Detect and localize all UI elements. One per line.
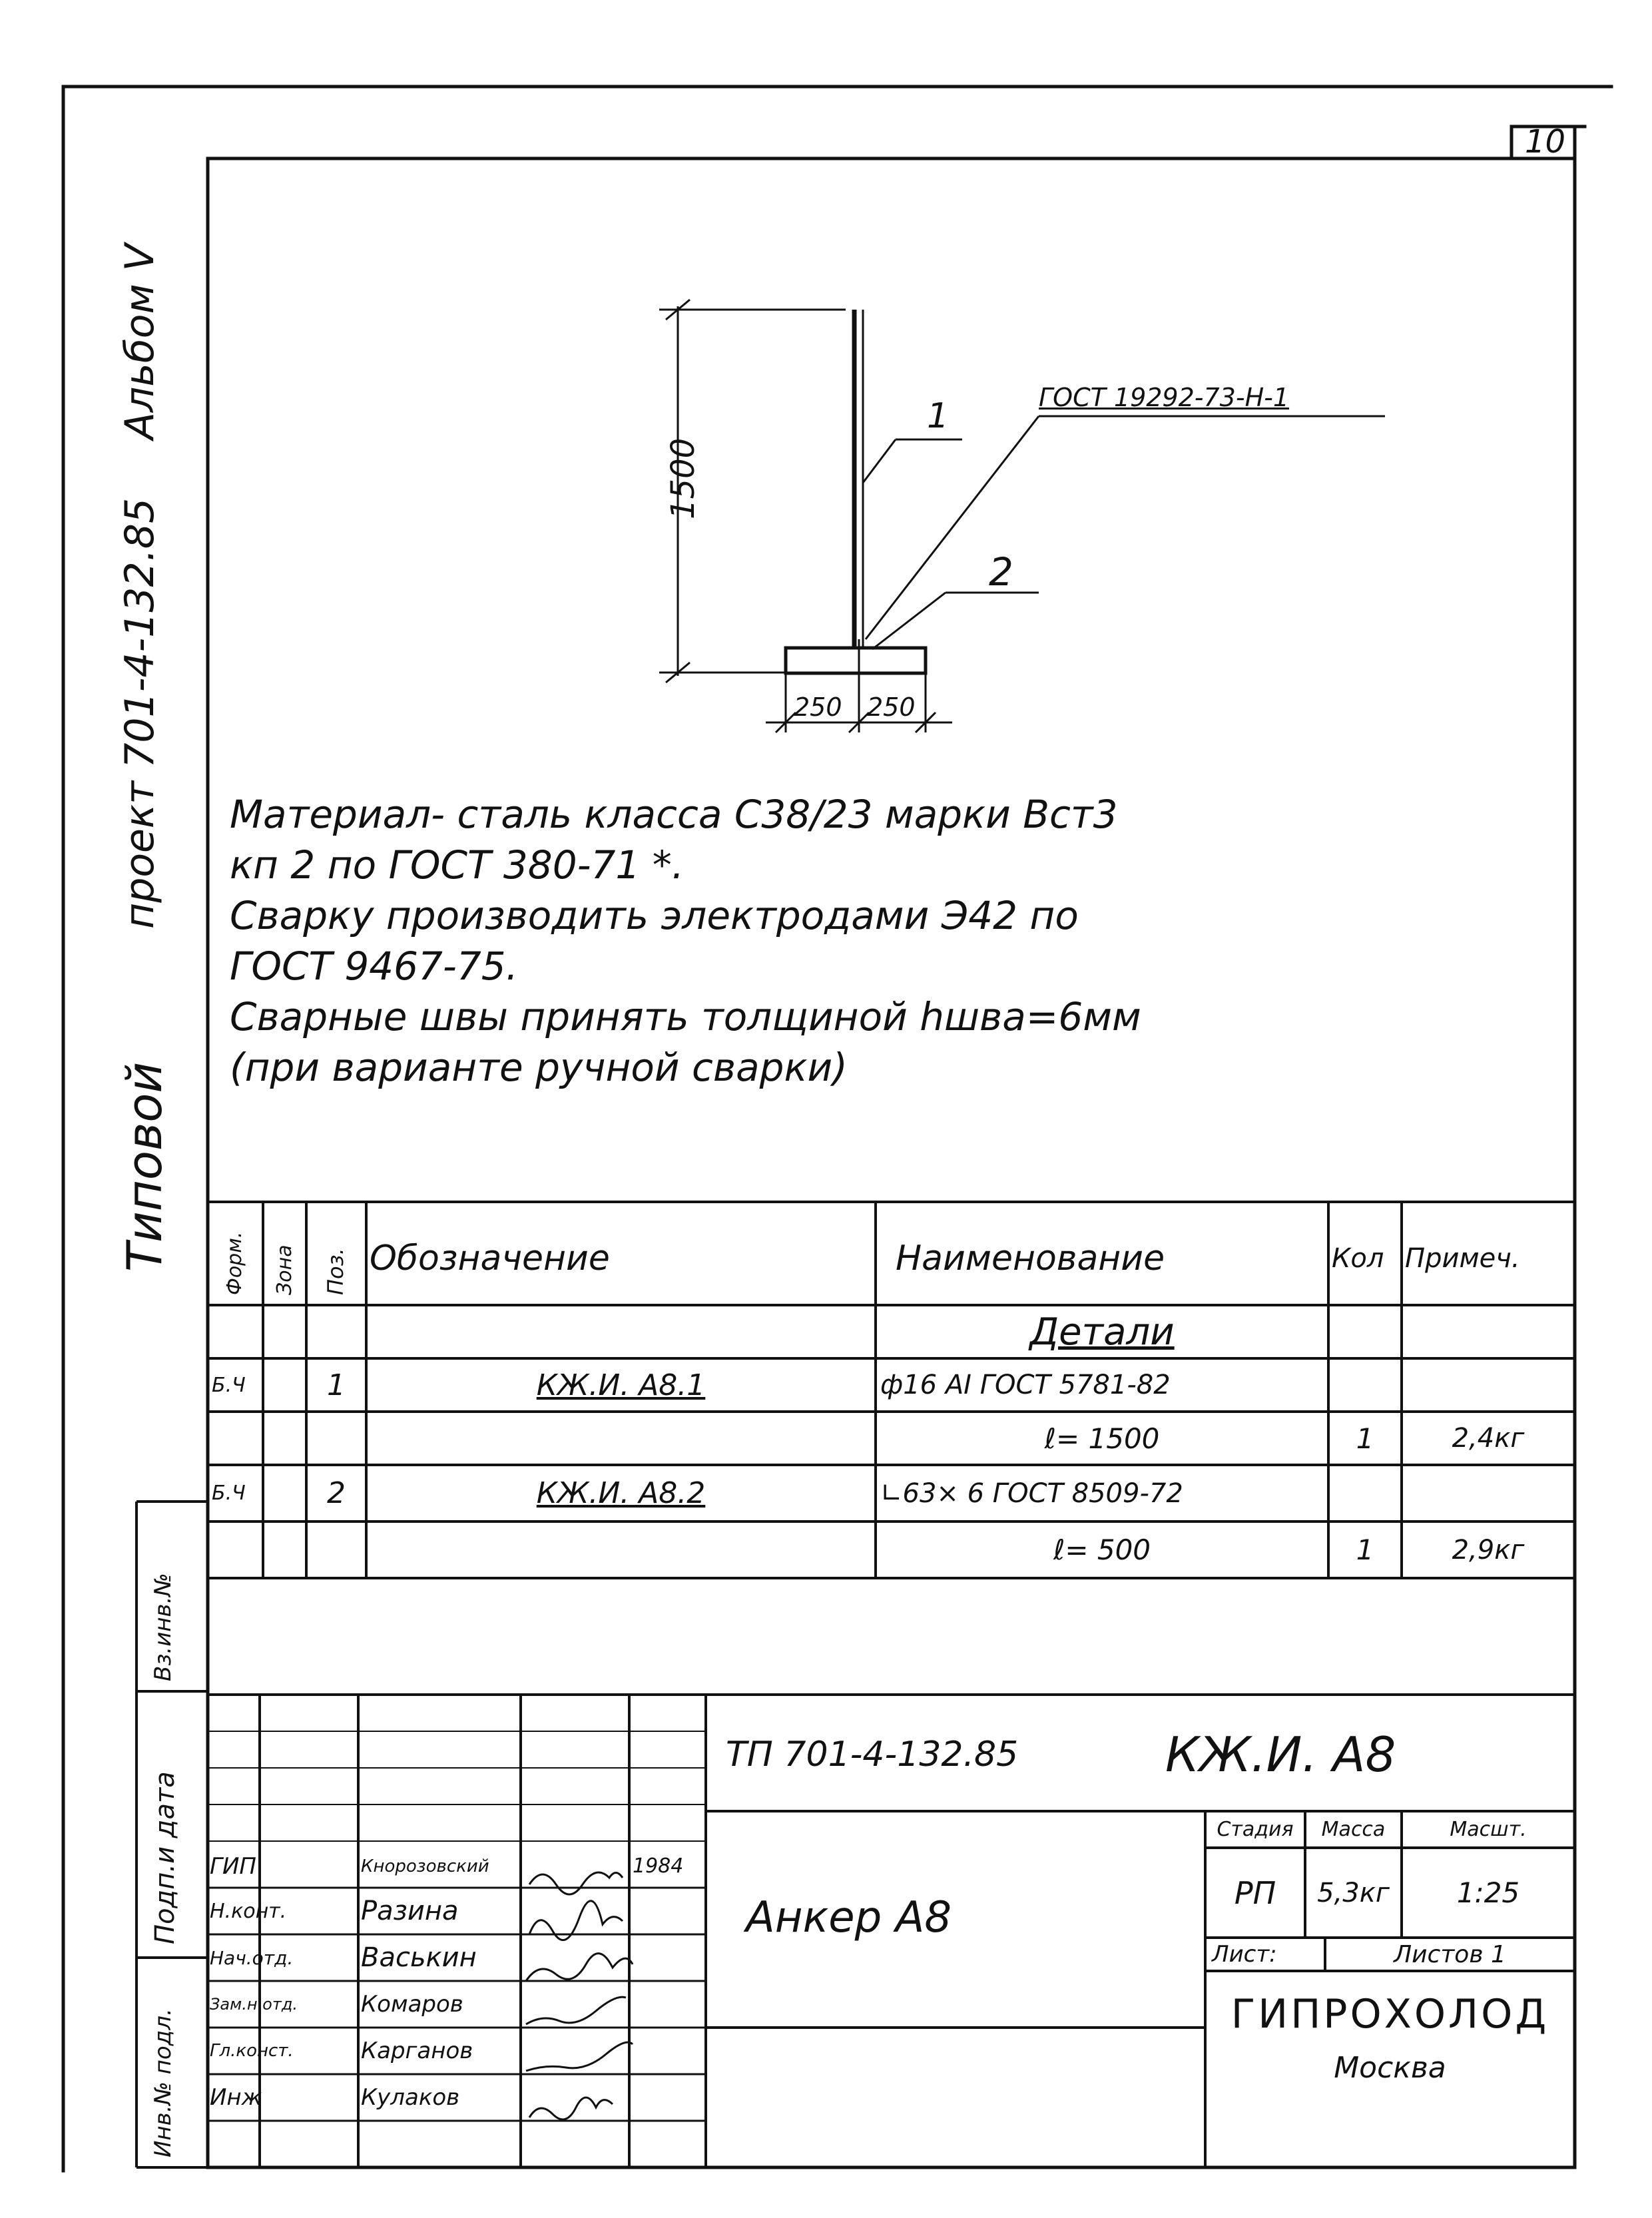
- width-dimension-right: 250: [867, 693, 916, 722]
- project-code: ТП 701-4-132.85: [726, 1735, 1019, 1775]
- role-n-kont: Н.конт.: [210, 1899, 287, 1923]
- role-zam-n-otd: Зам.н.отд.: [210, 1995, 298, 2014]
- col-name-header: Наименование: [896, 1239, 1165, 1278]
- mass-label: Масса: [1321, 1818, 1386, 1841]
- name-gip: Кнорозовский: [361, 1856, 489, 1876]
- podp-data-label: Подп.и дата: [150, 1771, 180, 1944]
- table-row-format: Б.Ч: [212, 1482, 246, 1505]
- width-dimension-left: 250: [794, 693, 842, 722]
- table-row-name: ℓ= 1500: [1044, 1422, 1160, 1455]
- inv-podl-label: Инв.№ подл.: [150, 2008, 176, 2157]
- album-label: Альбом V: [117, 244, 163, 439]
- table-row-pos: 2: [327, 1476, 346, 1510]
- sheets-label: Листов 1: [1394, 1940, 1506, 1968]
- drawing-title: Анкер А8: [746, 1893, 952, 1942]
- type-label: Типовой: [117, 1061, 172, 1272]
- table-row-format: Б.Ч: [212, 1373, 246, 1397]
- name-zam-n-otd: Комаров: [361, 1991, 463, 2018]
- role-nach-otd: Нач.отд.: [210, 1946, 294, 1969]
- stamp-date: 1984: [633, 1854, 684, 1878]
- name-gl-konst: Карганов: [361, 2038, 473, 2064]
- scale-value: 1:25: [1456, 1876, 1520, 1909]
- stage-label: Стадия: [1217, 1818, 1294, 1841]
- note-line: ГОСТ 9467-75.: [230, 944, 519, 989]
- organization: ГИПРОХОЛОД: [1231, 1991, 1549, 2038]
- table-row-designation: КЖ.И. А8.2: [536, 1476, 706, 1510]
- note-line: кп 2 по ГОСТ 380-71 *.: [230, 842, 685, 888]
- role-inzh: Инж: [210, 2084, 262, 2111]
- col-qty-header: Кол: [1332, 1243, 1384, 1274]
- table-row-qty: 1: [1356, 1422, 1374, 1455]
- drawing-mark: КЖ.И. А8: [1165, 1727, 1396, 1783]
- col-format-header: Форм.: [223, 1231, 246, 1295]
- sheet-number: 10: [1525, 123, 1566, 160]
- table-row-qty: 1: [1356, 1533, 1374, 1566]
- weld-gost-label: ГОСТ 19292-73-Н-1: [1039, 383, 1290, 412]
- col-pos-header: Поз.: [323, 1248, 348, 1295]
- sheet-label: Лист:: [1212, 1941, 1277, 1968]
- leader-1-label: 1: [927, 396, 950, 436]
- section-details: Детали: [1029, 1310, 1175, 1354]
- col-note-header: Примеч.: [1405, 1243, 1520, 1274]
- height-dimension: 1500: [665, 437, 702, 519]
- leader-2-label: 2: [989, 549, 1013, 595]
- mass-value: 5,3кг: [1317, 1877, 1390, 1908]
- notes-block: [230, 789, 1141, 1093]
- table-row-note: 2,4кг: [1452, 1423, 1525, 1454]
- stage-value: РП: [1234, 1874, 1276, 1911]
- table-row-name: ℓ= 500: [1053, 1533, 1151, 1566]
- city: Москва: [1334, 2050, 1446, 2085]
- note-line: Сварку производить электродами Э42 по: [230, 893, 1079, 938]
- note-line: Материал- сталь класса С38/23 марки Вст3: [230, 792, 1118, 837]
- name-inzh: Кулаков: [361, 2084, 460, 2111]
- col-zone-header: Зона: [273, 1245, 296, 1295]
- note-line: Сварные швы принять толщиной hшва=6мм: [230, 994, 1141, 1039]
- scale-label: Масшт.: [1450, 1818, 1527, 1841]
- name-nach-otd: Васькин: [361, 1942, 477, 1973]
- note-line: (при варианте ручной сварки): [230, 1045, 848, 1090]
- role-gl-konst: Гл.конст.: [210, 2041, 294, 2061]
- table-row-designation: КЖ.И. А8.1: [536, 1368, 706, 1402]
- table-row-name: ф16 АI ГОСТ 5781-82: [880, 1370, 1171, 1400]
- table-row-pos: 1: [327, 1368, 346, 1402]
- table-row-name: ∟63× 6 ГОСТ 8509-72: [880, 1478, 1183, 1509]
- table-row-note: 2,9кг: [1452, 1534, 1525, 1565]
- col-designation-header: Обозначение: [370, 1239, 610, 1278]
- role-gip: ГИП: [210, 1852, 256, 1880]
- project-label: проект 701-4-132.85: [117, 497, 163, 929]
- vz-inv-label: Вз.инв.№: [150, 1573, 176, 1681]
- name-n-kont: Разина: [361, 1896, 459, 1926]
